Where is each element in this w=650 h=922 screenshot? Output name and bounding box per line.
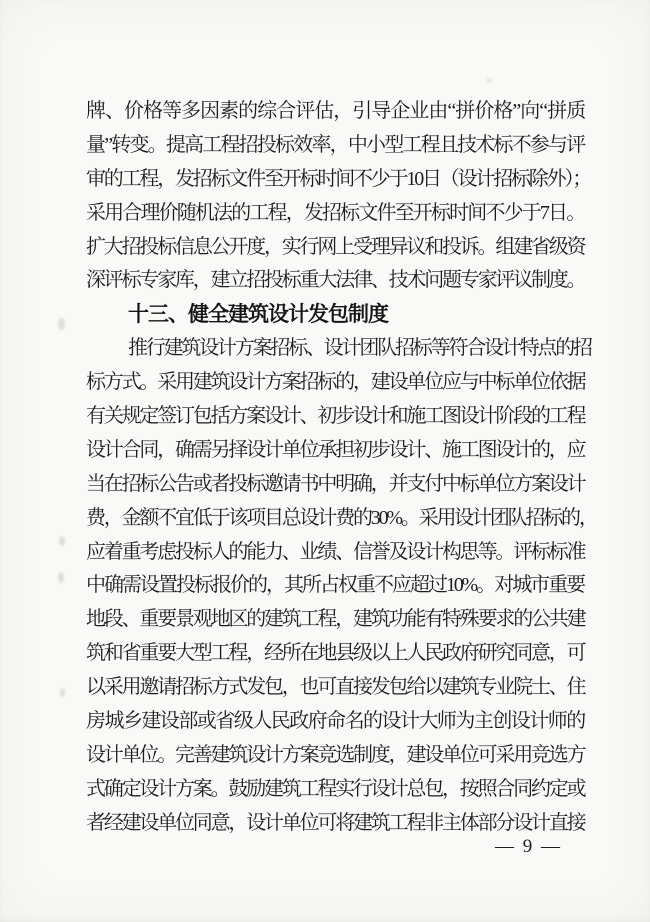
text-line: 式确定设计方案。鼓励建筑工程实行设计总包，按照合同约定或 (86, 777, 585, 800)
text-line: 当在招标公告或者投标邀请书中明确，并支付中标单位方案设计 (86, 472, 585, 495)
text-line: 推行建筑设计方案招标、设计团队招标等符合设计特点的招 (128, 337, 591, 360)
scan-artifact (59, 536, 65, 546)
text-line: 采用合理价随机法的工程，发招标文件至开标时间不少于7日。 (86, 201, 584, 224)
text-line: 深评标专家库，建立招投标重大法律、技术问题专家评议制度。 (86, 269, 585, 292)
text-line: 审的工程，发招标文件至开标时间不少于10日（设计招标除外）； (86, 167, 590, 190)
text-line: 以采用邀请招标方式发包，也可直接发包给以建筑专业院士、住 (86, 676, 585, 699)
scan-artifact (58, 572, 64, 583)
text-line: 标方式。采用建筑设计方案招标的，建设单位应与中标单位依据 (86, 371, 585, 394)
text-line: 有关规定签订包括方案设计、初步设计和施工图设计阶段的工程 (86, 405, 585, 428)
text-line: 设计单位。完善建筑设计方案竞选制度，建设单位可采用竞选方 (86, 743, 585, 766)
text-line: 中确需设置投标报价的，其所占权重不应超过10%。对城市重要 (86, 574, 584, 597)
scan-artifact (60, 688, 65, 697)
text-line: 应着重考虑投标人的能力、业绩、信誉及设计构思等。评标标准 (86, 540, 585, 563)
text-line: 费，金额不宜低于该项目总设计费的30%。采用设计团队招标的， (86, 506, 597, 529)
scan-artifact (58, 318, 65, 330)
text-line: 牌、价格等多因素的综合评估，引导企业由“拼价格”向“拼质 (86, 100, 584, 122)
page-number: — 9 — (495, 836, 562, 857)
text-line: 者经建设单位同意，设计单位可将建筑工程非主体部分设计直接 (86, 811, 585, 834)
document-body (86, 95, 597, 841)
text-line: 地段、重要景观地区的建筑工程，建筑功能有特殊要求的公共建 (86, 608, 585, 631)
text-line: 设计合同，确需另择设计单位承担初步设计、施工图设计的，应 (86, 438, 585, 461)
section-heading: 十三、健全建筑设计发包制度 (128, 303, 388, 327)
text-line: 房城乡建设部或省级人民政府命名的设计大师为主创设计师的 (86, 710, 584, 733)
text-line: 量”转变。提高工程招投标效率，中小型工程且技术标不参与评 (86, 133, 584, 156)
text-line: 筑和省重要大型工程，经所在地县级以上人民政府研究同意，可 (86, 642, 585, 665)
text-line: 扩大招投标信息公开度，实行网上受理异议和投诉。组建省级资 (86, 235, 585, 258)
scan-artifact (486, 78, 492, 83)
